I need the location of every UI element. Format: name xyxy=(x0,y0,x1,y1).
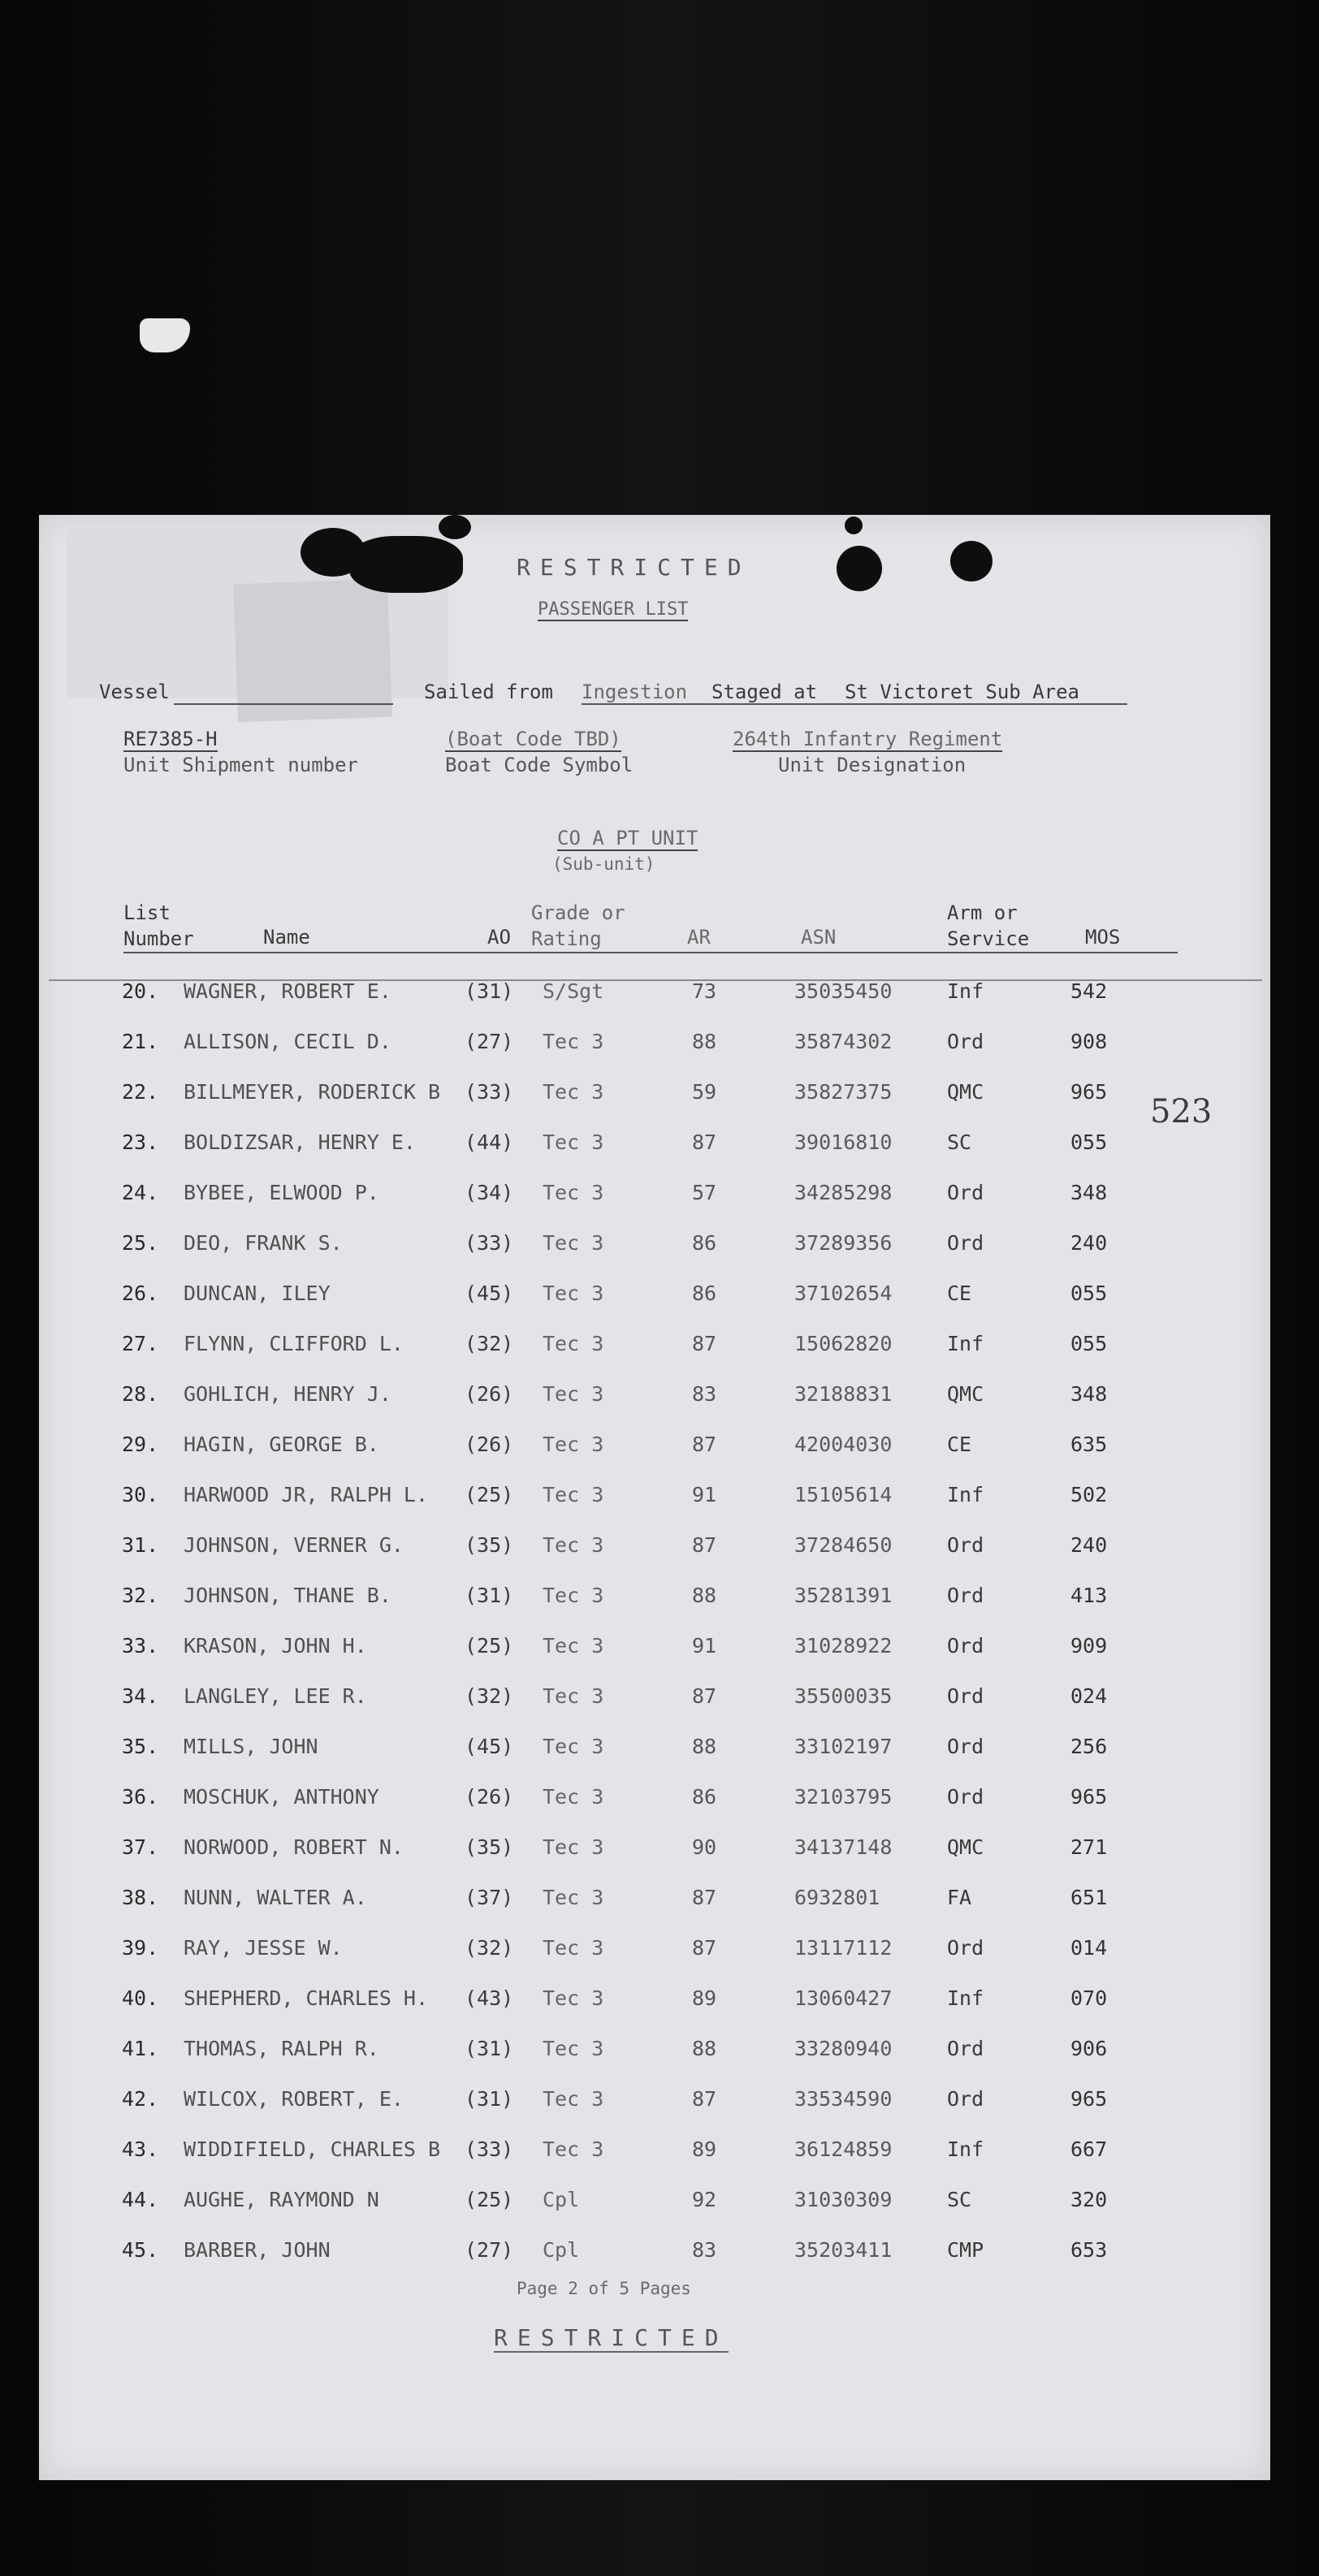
mos: 240 xyxy=(1070,1231,1108,1255)
table-row xyxy=(0,1785,1319,1834)
arm-service: Ord xyxy=(947,1936,984,1960)
col-name: Name xyxy=(263,926,310,949)
ink-blot xyxy=(349,536,463,593)
arm-service: Ord xyxy=(947,1735,984,1758)
asn: 6932801 xyxy=(794,1886,880,1909)
col-asn: ASN xyxy=(801,926,837,949)
ao: (37) xyxy=(465,1886,514,1909)
classification-top: RESTRICTED xyxy=(517,554,751,581)
ar: 89 xyxy=(692,1986,717,2010)
vessel-label: Vessel xyxy=(99,681,170,703)
grade: Tec 3 xyxy=(543,2037,604,2060)
mos: 908 xyxy=(1070,1030,1108,1053)
table-row xyxy=(0,1483,1319,1532)
list-number: 28. xyxy=(122,1382,159,1406)
ar: 87 xyxy=(692,1533,717,1557)
passenger-name: FLYNN, CLIFFORD L. xyxy=(184,1332,404,1355)
mos: 965 xyxy=(1070,2087,1108,2111)
arm-service: SC xyxy=(947,1130,972,1154)
ar: 87 xyxy=(692,1936,717,1960)
passenger-name: DUNCAN, ILEY xyxy=(184,1282,331,1305)
passenger-name: LANGLEY, LEE R. xyxy=(184,1684,367,1708)
list-number: 45. xyxy=(122,2238,159,2262)
passenger-name: WAGNER, ROBERT E. xyxy=(184,979,391,1003)
list-number: 23. xyxy=(122,1130,159,1154)
asn: 31028922 xyxy=(794,1634,893,1658)
list-number: 26. xyxy=(122,1282,159,1305)
sailed-from-label: Sailed from xyxy=(424,681,553,703)
list-number: 24. xyxy=(122,1181,159,1204)
grade: Tec 3 xyxy=(543,1332,604,1355)
ar: 88 xyxy=(692,1584,717,1607)
ink-blot xyxy=(950,541,992,581)
ar: 73 xyxy=(692,979,717,1003)
ao: (26) xyxy=(465,1382,514,1406)
grade: Tec 3 xyxy=(543,1835,604,1859)
table-row xyxy=(0,2188,1319,2237)
asn: 42004030 xyxy=(794,1433,893,1456)
table-row xyxy=(0,1080,1319,1129)
mos: 055 xyxy=(1070,1282,1108,1305)
page-note: Page 2 of 5 Pages xyxy=(517,2279,691,2298)
ao: (33) xyxy=(465,1231,514,1255)
grade: Tec 3 xyxy=(543,1986,604,2010)
grade: Tec 3 xyxy=(543,1684,604,1708)
mos: 653 xyxy=(1070,2238,1108,2262)
mos: 320 xyxy=(1070,2188,1108,2211)
boat-code-label: Boat Code Symbol xyxy=(445,754,634,776)
table-row xyxy=(0,1181,1319,1230)
list-number: 22. xyxy=(122,1080,159,1104)
arm-service: QMC xyxy=(947,1080,984,1104)
sailed-from-value: Ingestion xyxy=(582,681,688,703)
list-number: 42. xyxy=(122,2087,159,2111)
ao: (34) xyxy=(465,1181,514,1204)
ao: (25) xyxy=(465,1483,514,1506)
passenger-name: HARWOOD JR, RALPH L. xyxy=(184,1483,429,1506)
table-row xyxy=(0,1030,1319,1078)
col-mos: MOS xyxy=(1085,926,1121,949)
header-rule xyxy=(123,952,1178,953)
staged-at-label: Staged at xyxy=(711,681,818,703)
arm-service: Ord xyxy=(947,2087,984,2111)
grade: Tec 3 xyxy=(543,1030,604,1053)
col-ao: AO xyxy=(487,926,511,949)
grade: Tec 3 xyxy=(543,1433,604,1456)
table-row xyxy=(0,1986,1319,2035)
grade: Tec 3 xyxy=(543,1584,604,1607)
table-row xyxy=(0,1634,1319,1683)
ao: (25) xyxy=(465,1634,514,1658)
mos: 348 xyxy=(1070,1382,1108,1406)
arm-service: CMP xyxy=(947,2238,984,2262)
table-row xyxy=(0,1835,1319,1884)
arm-service: Ord xyxy=(947,1533,984,1557)
mos: 651 xyxy=(1070,1886,1108,1909)
asn: 33534590 xyxy=(794,2087,893,2111)
asn: 13060427 xyxy=(794,1986,893,2010)
ao: (33) xyxy=(465,2137,514,2161)
mos: 256 xyxy=(1070,1735,1108,1758)
list-number: 27. xyxy=(122,1332,159,1355)
ar: 83 xyxy=(692,1382,717,1406)
grade: Tec 3 xyxy=(543,1634,604,1658)
staged-at-value: St Victoret Sub Area xyxy=(845,681,1079,703)
unit-shipment-number: RE7385-H xyxy=(123,728,218,750)
ar: 87 xyxy=(692,1130,717,1154)
arm-service: Ord xyxy=(947,1231,984,1255)
list-number: 29. xyxy=(122,1433,159,1456)
ao: (43) xyxy=(465,1986,514,2010)
ao: (32) xyxy=(465,1936,514,1960)
asn: 36124859 xyxy=(794,2137,893,2161)
passenger-name: JOHNSON, VERNER G. xyxy=(184,1533,404,1557)
mos: 965 xyxy=(1070,1785,1108,1809)
passenger-name: WILCOX, ROBERT, E. xyxy=(184,2087,404,2111)
arm-service: CE xyxy=(947,1282,972,1305)
boat-code: (Boat Code TBD) xyxy=(445,728,621,750)
grade: Tec 3 xyxy=(543,1382,604,1406)
ar: 88 xyxy=(692,1030,717,1053)
passenger-name: MILLS, JOHN xyxy=(184,1735,318,1758)
arm-service: Ord xyxy=(947,1634,984,1658)
grade: S/Sgt xyxy=(543,979,604,1003)
arm-service: Inf xyxy=(947,2137,984,2161)
asn: 35500035 xyxy=(794,1684,893,1708)
mos: 024 xyxy=(1070,1684,1108,1708)
passenger-name: SHEPHERD, CHARLES H. xyxy=(184,1986,429,2010)
passenger-name: RAY, JESSE W. xyxy=(184,1936,343,1960)
arm-service: SC xyxy=(947,2188,972,2211)
asn: 35874302 xyxy=(794,1030,893,1053)
vessel-line xyxy=(174,703,393,705)
list-number: 37. xyxy=(122,1835,159,1859)
table-row xyxy=(0,1684,1319,1733)
table-row xyxy=(0,1282,1319,1330)
grade: Tec 3 xyxy=(543,1483,604,1506)
arm-service: Ord xyxy=(947,1785,984,1809)
mos: 070 xyxy=(1070,1986,1108,2010)
asn: 37284650 xyxy=(794,1533,893,1557)
ar: 57 xyxy=(692,1181,717,1204)
list-number: 33. xyxy=(122,1634,159,1658)
asn: 34285298 xyxy=(794,1181,893,1204)
sailed-line xyxy=(582,703,1127,705)
asn: 13117112 xyxy=(794,1936,893,1960)
ao: (27) xyxy=(465,2238,514,2262)
grade: Tec 3 xyxy=(543,2137,604,2161)
tape-patch xyxy=(233,579,392,723)
table-row xyxy=(0,1735,1319,1783)
passenger-name: DEO, FRANK S. xyxy=(184,1231,343,1255)
arm-service: Ord xyxy=(947,1684,984,1708)
col-grade: Grade or Rating xyxy=(531,901,625,950)
ao: (25) xyxy=(465,2188,514,2211)
ar: 88 xyxy=(692,2037,717,2060)
ar: 90 xyxy=(692,1835,717,1859)
col-arm: Arm or Service xyxy=(947,901,1030,950)
ar: 87 xyxy=(692,1684,717,1708)
asn: 37289356 xyxy=(794,1231,893,1255)
classification-bottom: RESTRICTED xyxy=(494,2324,729,2351)
mos: 055 xyxy=(1070,1332,1108,1355)
list-number: 35. xyxy=(122,1735,159,1758)
table-row xyxy=(0,1584,1319,1632)
mos: 906 xyxy=(1070,2037,1108,2060)
asn: 35203411 xyxy=(794,2238,893,2262)
ink-blot xyxy=(837,546,882,591)
ao: (31) xyxy=(465,2087,514,2111)
grade: Cpl xyxy=(543,2238,580,2262)
asn: 32103795 xyxy=(794,1785,893,1809)
ao: (44) xyxy=(465,1130,514,1154)
grade: Tec 3 xyxy=(543,1130,604,1154)
list-number: 44. xyxy=(122,2188,159,2211)
ar: 91 xyxy=(692,1483,717,1506)
grade: Tec 3 xyxy=(543,1886,604,1909)
list-number: 38. xyxy=(122,1886,159,1909)
grade: Tec 3 xyxy=(543,1735,604,1758)
ar: 83 xyxy=(692,2238,717,2262)
ao: (32) xyxy=(465,1684,514,1708)
passenger-name: KRASON, JOHN H. xyxy=(184,1634,367,1658)
arm-service: Ord xyxy=(947,2037,984,2060)
ao: (35) xyxy=(465,1533,514,1557)
table-row xyxy=(0,1533,1319,1582)
ink-blot xyxy=(439,515,471,539)
grade: Tec 3 xyxy=(543,1080,604,1104)
table-row xyxy=(0,2137,1319,2186)
passenger-name: BOLDIZSAR, HENRY E. xyxy=(184,1130,416,1154)
arm-service: Inf xyxy=(947,1483,984,1506)
list-number: 43. xyxy=(122,2137,159,2161)
ar: 87 xyxy=(692,1886,717,1909)
ar: 86 xyxy=(692,1231,717,1255)
ao: (31) xyxy=(465,1584,514,1607)
passenger-name: MOSCHUK, ANTHONY xyxy=(184,1785,379,1809)
arm-service: Ord xyxy=(947,1181,984,1204)
table-row xyxy=(0,1382,1319,1431)
mos: 909 xyxy=(1070,1634,1108,1658)
mos: 348 xyxy=(1070,1181,1108,1204)
mos: 240 xyxy=(1070,1533,1108,1557)
grade: Tec 3 xyxy=(543,1785,604,1809)
table-row xyxy=(0,2037,1319,2085)
arm-service: Ord xyxy=(947,1030,984,1053)
list-number: 39. xyxy=(122,1936,159,1960)
mos: 542 xyxy=(1070,979,1108,1003)
list-number: 21. xyxy=(122,1030,159,1053)
asn: 34137148 xyxy=(794,1835,893,1859)
unit-shipment-label: Unit Shipment number xyxy=(123,754,358,776)
asn: 33280940 xyxy=(794,2037,893,2060)
ink-blot xyxy=(845,516,863,534)
asn: 15062820 xyxy=(794,1332,893,1355)
ar: 88 xyxy=(692,1735,717,1758)
arm-service: FA xyxy=(947,1886,972,1909)
grade: Tec 3 xyxy=(543,1231,604,1255)
table-row xyxy=(0,1886,1319,1934)
col-ar: AR xyxy=(687,926,711,949)
asn: 35827375 xyxy=(794,1080,893,1104)
list-number: 40. xyxy=(122,1986,159,2010)
grade: Tec 3 xyxy=(543,1533,604,1557)
ao: (26) xyxy=(465,1433,514,1456)
asn: 33102197 xyxy=(794,1735,893,1758)
ao: (45) xyxy=(465,1282,514,1305)
passenger-name: ALLISON, CECIL D. xyxy=(184,1030,391,1053)
ao: (35) xyxy=(465,1835,514,1859)
arm-service: QMC xyxy=(947,1382,984,1406)
archive-stamp: 523 xyxy=(1150,1093,1213,1130)
passenger-name: NUNN, WALTER A. xyxy=(184,1886,367,1909)
arm-service: Inf xyxy=(947,979,984,1003)
ar: 86 xyxy=(692,1785,717,1809)
ar: 87 xyxy=(692,1433,717,1456)
mos: 014 xyxy=(1070,1936,1108,1960)
asn: 15105614 xyxy=(794,1483,893,1506)
mos: 055 xyxy=(1070,1130,1108,1154)
grade: Tec 3 xyxy=(543,1181,604,1204)
list-number: 20. xyxy=(122,979,159,1003)
grade: Tec 3 xyxy=(543,2087,604,2111)
ao: (33) xyxy=(465,1080,514,1104)
unit-designation-label: Unit Designation xyxy=(778,754,967,776)
table-row xyxy=(0,1433,1319,1481)
mos: 667 xyxy=(1070,2137,1108,2161)
ar: 92 xyxy=(692,2188,717,2211)
grade: Tec 3 xyxy=(543,1936,604,1960)
arm-service: Inf xyxy=(947,1332,984,1355)
ar: 89 xyxy=(692,2137,717,2161)
ar: 87 xyxy=(692,1332,717,1355)
passenger-name: NORWOOD, ROBERT N. xyxy=(184,1835,404,1859)
passenger-name: WIDDIFIELD, CHARLES B xyxy=(184,2137,441,2161)
mos: 965 xyxy=(1070,1080,1108,1104)
arm-service: QMC xyxy=(947,1835,984,1859)
asn: 35281391 xyxy=(794,1584,893,1607)
ar: 87 xyxy=(692,2087,717,2111)
ao: (31) xyxy=(465,2037,514,2060)
table-row xyxy=(0,2087,1319,2136)
asn: 39016810 xyxy=(794,1130,893,1154)
mos: 635 xyxy=(1070,1433,1108,1456)
arm-service: Ord xyxy=(947,1584,984,1607)
list-number: 41. xyxy=(122,2037,159,2060)
mos: 413 xyxy=(1070,1584,1108,1607)
ar: 86 xyxy=(692,1282,717,1305)
passenger-name: JOHNSON, THANE B. xyxy=(184,1584,391,1607)
asn: 32188831 xyxy=(794,1382,893,1406)
col-list-number: List Number xyxy=(123,901,194,950)
passenger-name: BILLMEYER, RODERICK B xyxy=(184,1080,441,1104)
grade: Tec 3 xyxy=(543,1282,604,1305)
list-number: 34. xyxy=(122,1684,159,1708)
passenger-name: THOMAS, RALPH R. xyxy=(184,2037,379,2060)
subunit: CO A PT UNIT xyxy=(557,827,698,849)
table-row xyxy=(0,1936,1319,1985)
asn: 31030309 xyxy=(794,2188,893,2211)
passenger-name: AUGHE, RAYMOND N xyxy=(184,2188,379,2211)
table-row xyxy=(0,1332,1319,1381)
ar: 59 xyxy=(692,1080,717,1104)
passenger-name: BYBEE, ELWOOD P. xyxy=(184,1181,379,1204)
arm-service: Inf xyxy=(947,1986,984,2010)
ao: (27) xyxy=(465,1030,514,1053)
mos: 502 xyxy=(1070,1483,1108,1506)
ao: (26) xyxy=(465,1785,514,1809)
mos: 271 xyxy=(1070,1835,1108,1859)
passenger-name: GOHLICH, HENRY J. xyxy=(184,1382,391,1406)
table-row xyxy=(0,1130,1319,1179)
list-number: 31. xyxy=(122,1533,159,1557)
table-row xyxy=(0,979,1319,1028)
list-number: 32. xyxy=(122,1584,159,1607)
grade: Cpl xyxy=(543,2188,580,2211)
asn: 35035450 xyxy=(794,979,893,1003)
list-number: 30. xyxy=(122,1483,159,1506)
list-number: 25. xyxy=(122,1231,159,1255)
arm-service: CE xyxy=(947,1433,972,1456)
subunit-label: (Sub-unit) xyxy=(552,854,655,874)
passenger-name: BARBER, JOHN xyxy=(184,2238,331,2262)
passenger-name: HAGIN, GEORGE B. xyxy=(184,1433,379,1456)
asn: 37102654 xyxy=(794,1282,893,1305)
document-subtitle: PASSENGER LIST xyxy=(538,599,689,620)
list-number: 36. xyxy=(122,1785,159,1809)
ao: (45) xyxy=(465,1735,514,1758)
table-row xyxy=(0,1231,1319,1280)
ao: (31) xyxy=(465,979,514,1003)
ar: 91 xyxy=(692,1634,717,1658)
unit-designation: 264th Infantry Regiment xyxy=(733,728,1003,750)
ao: (32) xyxy=(465,1332,514,1355)
